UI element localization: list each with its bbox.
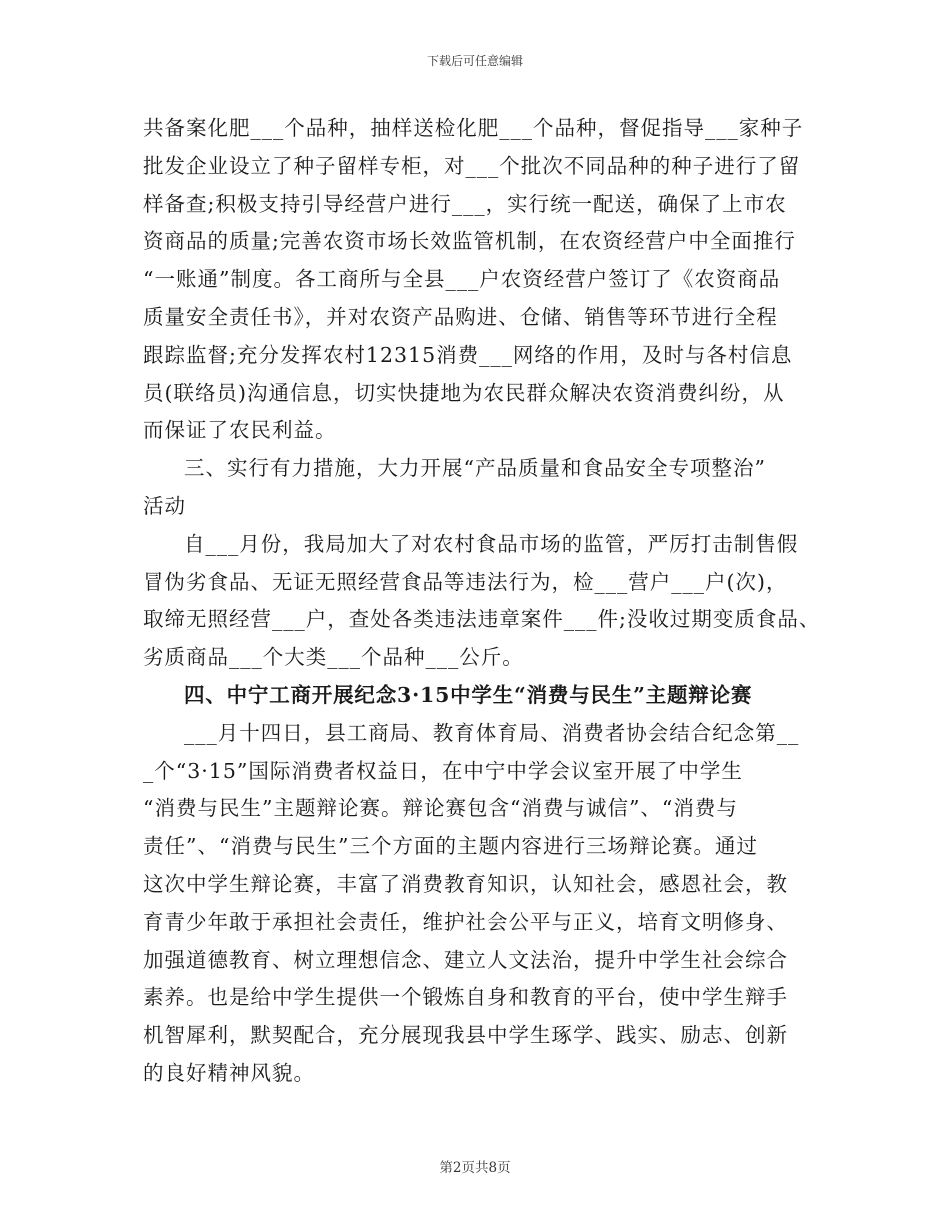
text-line: 这次中学生辩论赛，丰富了消费教育知识，认知社会，感恩社会，教	[143, 871, 788, 896]
text-line: _个“3·15”国际消费者权益日，在中宁中学会议室开展了中学生	[143, 758, 743, 783]
document-body	[143, 110, 821, 1093]
text-line: 育青少年敢于承担社会责任，维护社会公平与正义，培育文明修身、	[143, 909, 788, 934]
text-line: 批发企业设立了种子留样专柜，对___个批次不同品种的种子进行了留	[143, 153, 801, 178]
text-line: 素养。也是给中学生提供一个锻炼自身和教育的平台，使中学生辩手	[143, 985, 788, 1010]
section-heading-4: 四、中宁工商开展纪念3·15中学生“消费与民生”主题辩论赛	[184, 682, 753, 707]
text-line: “消费与民生”主题辩论赛。辩论赛包含“消费与诚信”、“消费与	[143, 796, 738, 821]
text-line: 共备案化肥___个品种，抽样送检化肥___个品种，督促指导___家种子	[143, 116, 804, 140]
text-line: 加强道德教育、树立理想信念、建立人文法治，提升中学生社会综合	[143, 947, 788, 972]
page-header: 下载后可任意编辑	[426, 54, 523, 68]
text-line: 自___月份，我局加大了对农村食品市场的监管，严厉打击制售假	[184, 531, 799, 556]
text-line: 的良好精神风貌。	[143, 1060, 315, 1085]
text-line: 员(联络员)沟通信息，切实快捷地为农民群众解决农资消费纠纷，从	[143, 380, 785, 405]
text-line: 责任”、“消费与民生”三个方面的主题内容进行三场辩论赛。通过	[143, 834, 758, 859]
text-line: 而保证了农民利益。	[143, 418, 337, 443]
text-line: ___月十四日，县工商局、教育体育局、消费者协会结合纪念第__	[184, 720, 800, 745]
text-line: 机智犀利，默契配合，充分展现我县中学生琢学、践实、励志、创新	[143, 1023, 788, 1048]
text-line: 劣质商品___个大类___个品种___公斤。	[143, 645, 524, 670]
text-line: 取缔无照经营___户，查处各类违法违章案件___件;没收过期变质食品、	[143, 607, 821, 632]
text-line: 样备查;积极支持引导经营户进行___，实行统一配送，确保了上市农	[143, 191, 787, 216]
text-line: “一账通”制度。各工商所与全县___户农资经营户签订了《农资商品	[143, 267, 781, 292]
text-line: 质量安全责任书》，并对农资产品购进、仓储、销售等环节进行全程	[143, 304, 778, 329]
section-heading-3-cont: 活动	[143, 493, 186, 518]
text-line: 跟踪监督;充分发挥农村12315消费___网络的作用，及时与各村信息	[143, 342, 793, 367]
text-line: 资商品的质量;完善农资市场长效监管机制，在农资经营户中全面推行	[143, 229, 796, 254]
text-line: 冒伪劣食品、无证无照经营食品等违法行为，检___营户___户(次)，	[143, 569, 788, 594]
section-heading-3: 三、实行有力措施，大力开展“产品质量和食品安全专项整治”	[184, 456, 766, 481]
page-number: 第2页共8页	[439, 1160, 511, 1176]
